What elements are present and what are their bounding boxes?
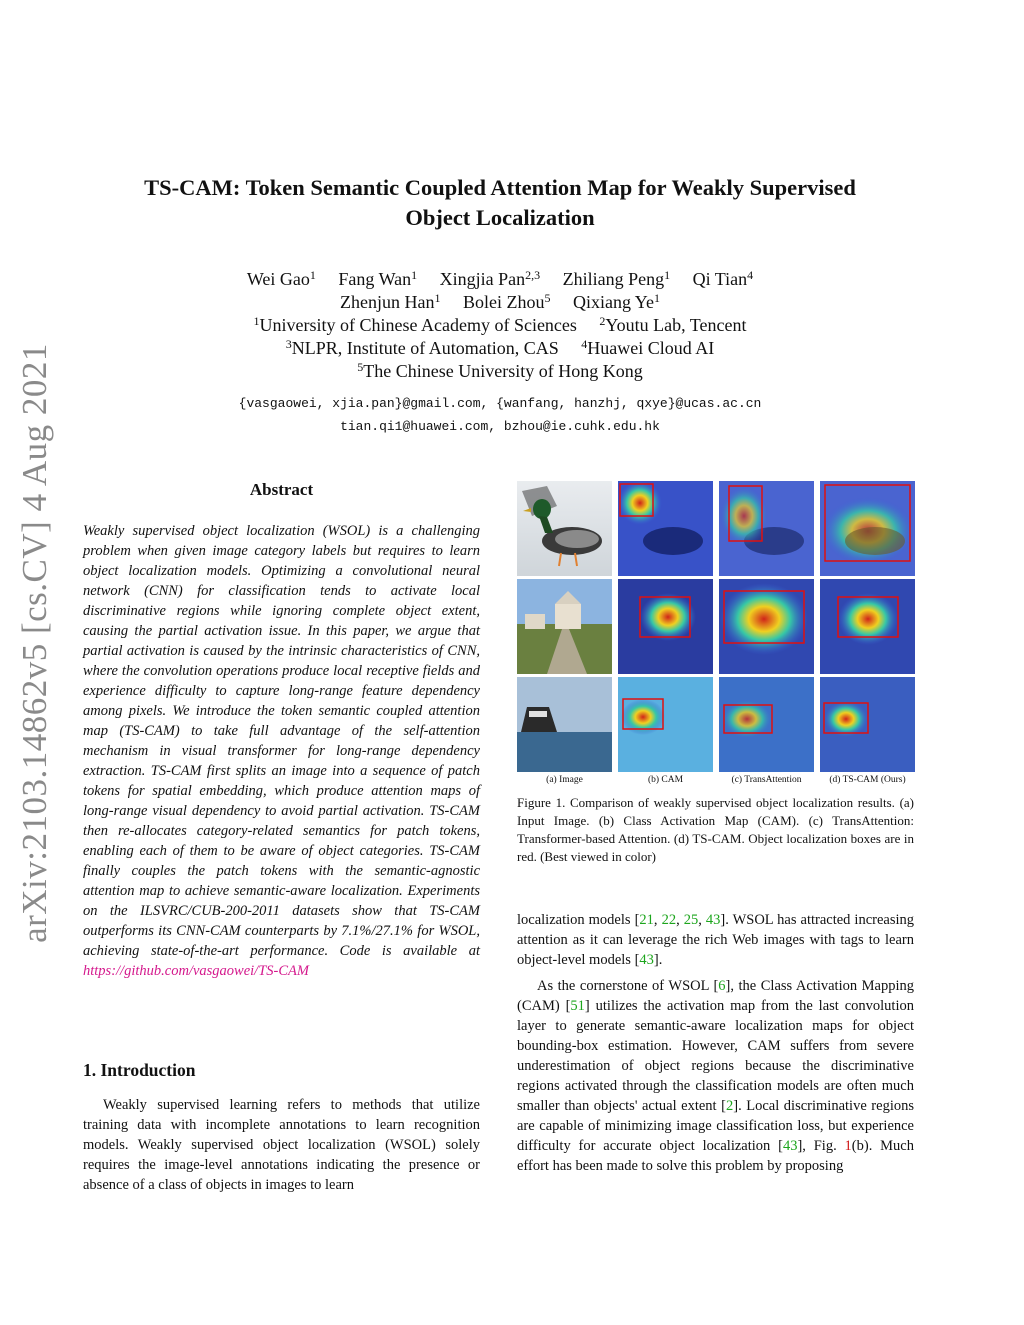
title-line-1: TS-CAM: Token Semantic Coupled Attention Map for Weakly Supervised	[144, 175, 856, 200]
citation-link[interactable]: 43	[705, 912, 721, 928]
affiliation-sup: 4	[581, 337, 588, 351]
paper-title	[100, 173, 900, 233]
author-name: Fang Wan	[338, 269, 412, 289]
duck-transattention	[719, 481, 814, 576]
arxiv-identifier	[8, 343, 62, 943]
citation-link[interactable]: 22	[661, 912, 677, 928]
author-sup: 4	[747, 268, 754, 282]
author-line-1	[100, 268, 900, 291]
citation-link[interactable]: 43	[782, 1138, 798, 1154]
author-name: Wei Gao	[246, 269, 310, 289]
ship-transattention	[719, 677, 814, 772]
citation-link[interactable]: 51	[570, 998, 585, 1014]
figure-label-cam: (b) CAM	[647, 775, 684, 785]
text: (b). Much effort has been made to solve this problem by proposing	[517, 1138, 914, 1174]
citation-link[interactable]: 21	[639, 912, 654, 928]
church-transattention	[719, 579, 814, 674]
figure-reference-link[interactable]: 1	[844, 1138, 852, 1154]
right-column-body	[517, 910, 914, 1176]
text: localization models [	[517, 912, 640, 928]
affiliation: The Chinese University of Hong Kong	[363, 361, 643, 381]
author-name: Zhiliang Peng	[562, 269, 665, 289]
affiliation-line-3	[100, 360, 900, 383]
church-cam	[618, 579, 713, 674]
author-sup: 1	[411, 268, 418, 282]
abstract-body	[83, 521, 480, 981]
title-line-2: Object Localization	[405, 205, 595, 230]
abstract-text: Weakly supervised object localization (WSOL) is a challenging problem when given image category labels but requires to learn object localization models. Optimizing a convolutional neural network (CNN) for classification tends to activate local discriminative regions while ignoring complete object extent, causing the partial activation issue. In this paper, we argue that partial activation is caused by the intrinsic characteristics of CNN, where the convolution operations produce local receptive fields and experience difficulty to capture long-range feature dependency among pixels. We introduce the token semantic coupled attention map (TS-CAM) to take full advantage of the self-attention mechanism in visual transformer for long-range dependency extraction. TS-CAM first splits an image into a sequence of patch tokens for spatial embedding, which produce attention maps of long-range visual dependency to avoid partial activation. TS-CAM then re-allocates category-related semantics for patch tokens, enabling each of them to be aware of object categories. TS-CAM finally couples the patch tokens with the semantic-agnostic attention map to achieve semantic-aware localization. Experiments on the ILSVRC/CUB-200-2011 datasets show that TS-CAM outperforms its CNN-CAM counterparts by 7.1%/27.1% for WSOL, achieving state-of-the-art performance. Code is available at	[83, 523, 480, 959]
duck-cam	[618, 481, 713, 576]
affiliation: University of Chinese Academy of Sciences	[259, 315, 577, 335]
author-block	[100, 268, 900, 383]
church-tscam	[820, 579, 915, 674]
text: ]. Local discriminative regions are capable of minimizing image classification loss, but experience difficulty for accurate object localization [	[517, 1098, 914, 1154]
arxiv-id-text: arXiv:2103.14862v5 [cs.CV] 4 Aug 2021	[15, 343, 54, 943]
figure-label-tscam: (d) TS-CAM (Ours)	[829, 775, 906, 785]
affiliation: Youtu Lab, Tencent	[605, 315, 747, 335]
citation-link[interactable]: 25	[683, 912, 699, 928]
text: ].	[653, 952, 663, 968]
affiliation-sup: 1	[253, 314, 260, 328]
affiliation-line-1	[100, 314, 900, 337]
author-sup: 1	[664, 268, 671, 282]
citation-link[interactable]: 6	[718, 978, 726, 994]
citation-link[interactable]: 2	[725, 1098, 734, 1114]
ship-image	[517, 677, 612, 772]
email-block	[100, 392, 900, 438]
paragraph: localization models [21, 22, 25, 43]. WSOL has attracted increasing attention as it can leverage the rich Web images with tags to learn object-level models [43].	[517, 912, 915, 968]
text: ]. WSOL has attracted increasing attention as it can leverage the rich Web images with tags to learn object-level models [	[517, 912, 915, 968]
church-image	[517, 579, 612, 674]
duck-tscam	[820, 481, 915, 576]
figure-caption: Figure 1. Comparison of weakly supervised object localization results. (a) Input Image. (b) Class Activation Map (CAM). (c) TransAttention: Transformer-based Attention. (d) TS-CAM. Object localization boxes are in red. (Best viewed in color)	[517, 795, 914, 864]
introduction-paragraph: Weakly supervised learning refers to methods that utilize training data with incomplete annotations to learn recognition models. Weakly supervised object localization (WSOL) solely requires the image-level annotations indicating the presence or absence of a class of objects in images to learn	[83, 1097, 480, 1193]
author-sup: 2,3	[525, 268, 541, 282]
author-name: Qi Tian	[692, 269, 748, 289]
affiliation: NLPR, Institute of Automation, CAS	[291, 338, 559, 358]
figure-1	[517, 481, 914, 791]
affiliation-sup: 3	[285, 337, 292, 351]
author-name: Qixiang Ye	[572, 292, 654, 312]
author-line-2	[100, 291, 900, 314]
affiliation-line-2	[100, 337, 900, 360]
ship-cam	[618, 677, 713, 772]
abstract-heading: Abstract	[249, 480, 314, 499]
text: ], the Class Activation Mapping (CAM) [	[517, 978, 914, 1014]
author-sup: 1	[434, 291, 441, 305]
text: ] utilizes the activation map from the last convolution layer to generate semantic-aware localization maps for object bounding-box estimation. However, CAM suffers from severe underestimation of object regions because the discriminative regions activated through the classification models are often much smaller than objects' actual extent [	[517, 998, 914, 1114]
figure-label-transattention: (c) TransAttention	[731, 775, 802, 785]
author-sup: 1	[309, 268, 316, 282]
citation-link[interactable]: 43	[639, 952, 654, 968]
ship-tscam	[820, 677, 915, 772]
email-line-1: {vasgaowei, xjia.pan}@gmail.com, {wanfang, hanzhj, qxye}@ucas.ac.cn	[238, 396, 762, 411]
author-name: Bolei Zhou	[462, 292, 545, 312]
affiliation-sup: 2	[599, 314, 606, 328]
paragraph	[517, 976, 914, 1176]
duck-image	[517, 481, 612, 576]
author-name: Xingjia Pan	[439, 269, 526, 289]
code-link[interactable]: https://github.com/vasgaowei/TS-CAM	[83, 963, 309, 979]
author-sup: 5	[544, 291, 551, 305]
section-heading-introduction: 1. Introduction	[83, 1060, 196, 1080]
author-sup: 1	[654, 291, 660, 305]
email-line-2: tian.qi1@huawei.com, bzhou@ie.cuhk.edu.hk	[340, 419, 660, 434]
text: As the cornerstone of WSOL [	[537, 978, 719, 994]
affiliation-sup: 5	[357, 360, 364, 374]
affiliation: Huawei Cloud AI	[587, 338, 715, 358]
author-name: Zhenjun Han	[340, 292, 435, 312]
figure-label-image: (a) Image	[546, 775, 583, 785]
text: ], Fig.	[797, 1138, 845, 1154]
